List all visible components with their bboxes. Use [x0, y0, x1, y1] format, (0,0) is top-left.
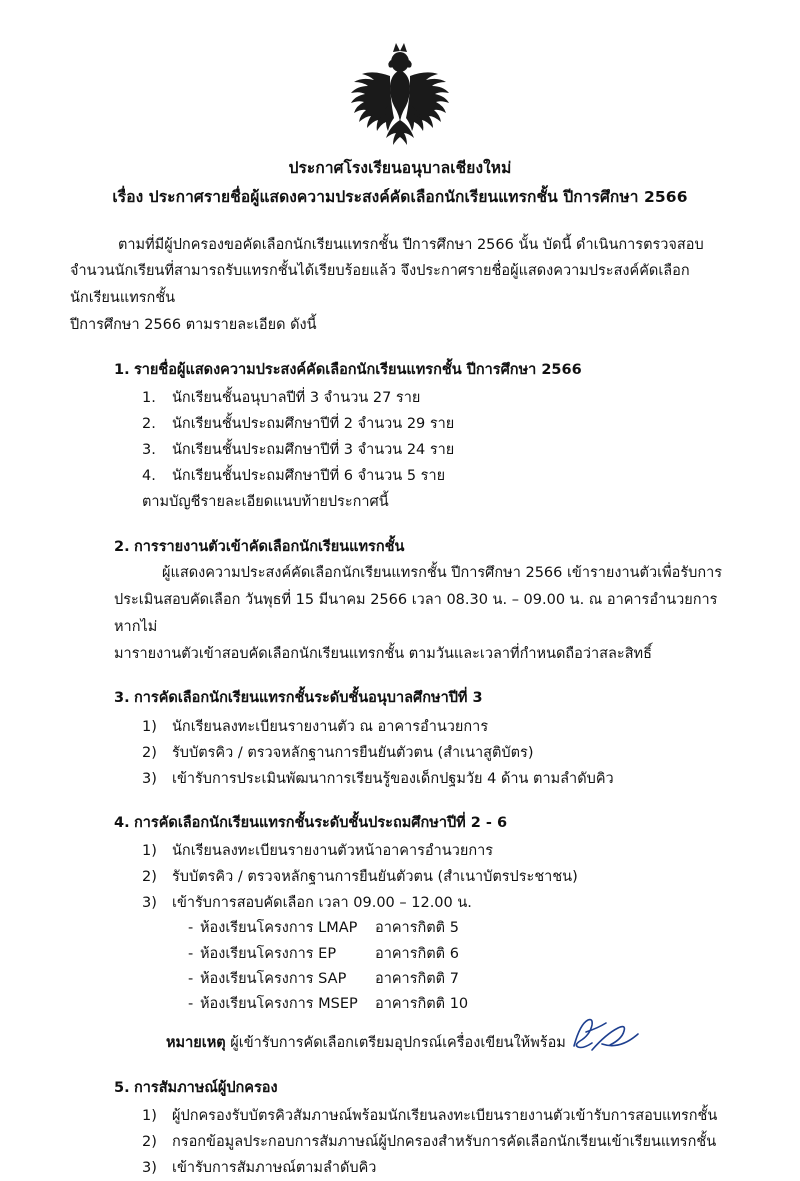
room-place: อาคารกิตติ 7	[375, 970, 459, 987]
list-item	[142, 411, 730, 437]
room-name: ห้องเรียนโครงการ LMAP	[200, 920, 358, 937]
section-5-heading	[114, 1075, 730, 1101]
list-item-marker: 2)	[142, 869, 157, 886]
room-name: ห้องเรียนโครงการ MSEP	[200, 996, 358, 1013]
list-item-text: นักเรียนชั้นประถมศึกษาปีที่ 6 จำนวน 5 ราย	[172, 468, 446, 485]
list-item-marker: 1)	[142, 1107, 157, 1124]
remark-text: ผู้เข้ารับการคัดเลือกเตรียมอุปกรณ์เครื่องเขียนให้พร้อม	[230, 1034, 566, 1051]
list-item-text: นักเรียนลงทะเบียนรายงานตัว ณ อาคารอำนวยการ	[172, 718, 489, 735]
section-2-number: 2.	[114, 539, 130, 556]
intro-paragraph	[70, 232, 730, 339]
section-5-items	[70, 1103, 730, 1181]
list-item	[188, 942, 730, 967]
section-1-number: 1.	[114, 361, 130, 378]
section-1-heading	[114, 357, 730, 383]
list-item-marker: 4.	[142, 468, 156, 485]
list-item	[142, 1103, 730, 1129]
list-item	[142, 437, 730, 463]
section-3-number: 3.	[114, 690, 130, 707]
section-1-title: รายชื่อผู้แสดงความประสงค์คัดเลือกนักเรียนแทรกชั้น ปีการศึกษา 2566	[134, 361, 582, 378]
intro-line-1: ตามที่มีผู้ปกครองขอคัดเลือกนักเรียนแทรกชั้น ปีการศึกษา 2566 นั้น บัดนี้ ดำเนินการตรวจสอบ	[118, 236, 704, 253]
list-item-marker: 3)	[142, 1159, 157, 1176]
remark-label: หมายเหตุ	[166, 1034, 226, 1051]
list-item-marker: 2)	[142, 1133, 157, 1150]
page-subtitle: เรื่อง ประกาศรายชื่อผู้แสดงความประสงค์คัดเลือกนักเรียนแทรกชั้น ปีการศึกษา 2566	[112, 187, 688, 206]
list-item	[188, 916, 730, 941]
section-4-items	[70, 838, 730, 916]
section-3-title: การคัดเลือกนักเรียนแทรกชั้นระดับชั้นอนุบาลศึกษาปีที่ 3	[134, 690, 483, 707]
section-1-items	[70, 385, 730, 489]
section-2-line-3: มารายงานตัวเข้าสอบคัดเลือกนักเรียนแทรกชั้น ตามวันและเวลาที่กำหนดถือว่าสละสิทธิ์	[114, 645, 652, 662]
section-2-line-1: ผู้แสดงความประสงค์คัดเลือกนักเรียนแทรกชั้น ปีการศึกษา 2566 เข้ารายงานตัวเพื่อรับการ	[162, 565, 723, 582]
section-2-title: การรายงานตัวเข้าคัดเลือกนักเรียนแทรกชั้น	[134, 539, 405, 556]
section-2-heading	[114, 534, 730, 560]
list-item	[142, 890, 730, 916]
section-1-footnote: ตามบัญชีรายละเอียดแนบท้ายประกาศนี้	[142, 494, 389, 511]
list-item-text: รับบัตรคิว / ตรวจหลักฐานการยืนยันตัวตน (สำเนาบัตรประชาชน)	[172, 869, 578, 886]
section-3-items	[70, 714, 730, 792]
section-3	[70, 685, 730, 791]
list-item	[142, 740, 730, 766]
list-item	[142, 714, 730, 740]
room-place: อาคารกิตติ 5	[375, 920, 459, 937]
section-2-line-2: ประเมินสอบคัดเลือก วันพุธที่ 15 มีนาคม 2566 เวลา 08.30 น. – 09.00 น. ณ อาคารอำนวยการหากไม่	[114, 592, 718, 635]
section-5	[70, 1075, 730, 1181]
list-item-text: นักเรียนชั้นอนุบาลปีที่ 3 จำนวน 27 ราย	[172, 389, 421, 406]
section-4-room-list	[70, 916, 730, 1018]
list-item	[188, 967, 730, 992]
section-4-heading	[114, 810, 730, 836]
list-item-text: เข้ารับการสัมภาษณ์ตามลำดับคิว	[172, 1159, 377, 1176]
list-item-text: นักเรียนลงทะเบียนรายงานตัวหน้าอาคารอำนวยการ	[172, 842, 494, 859]
list-item	[142, 463, 730, 489]
list-item-marker: 2)	[142, 744, 157, 761]
room-place: อาคารกิตติ 6	[375, 945, 459, 962]
list-item-text: นักเรียนชั้นประถมศึกษาปีที่ 3 จำนวน 24 ราย	[172, 442, 455, 459]
list-item-text: รับบัตรคิว / ตรวจหลักฐานการยืนยันตัวตน (สำเนาสูติบัตร)	[172, 744, 534, 761]
list-item	[142, 864, 730, 890]
list-item-text: กรอกข้อมูลประกอบการสัมภาษณ์ผู้ปกครองสำหรับการคัดเลือกนักเรียนเข้าเรียนแทรกชั้น	[172, 1133, 717, 1150]
room-name: ห้องเรียนโครงการ SAP	[200, 970, 347, 987]
list-item-marker: 2.	[142, 416, 156, 433]
list-item-marker: 3)	[142, 895, 157, 912]
list-item	[142, 385, 730, 411]
list-item-marker: 3)	[142, 770, 157, 787]
dash-marker: -	[188, 996, 194, 1013]
list-item-text: นักเรียนชั้นประถมศึกษาปีที่ 2 จำนวน 29 ราย	[172, 416, 455, 433]
section-3-heading	[114, 685, 730, 711]
list-item-text: ผู้ปกครองรับบัตรคิวสัมภาษณ์พร้อมนักเรียนลงทะเบียนรายงานตัวเข้ารับการสอบแทรกชั้น	[172, 1107, 718, 1124]
page-title: ประกาศโรงเรียนอนุบาลเชียงใหม่	[288, 159, 512, 177]
dash-marker: -	[188, 920, 194, 937]
list-item	[142, 838, 730, 864]
list-item	[142, 1129, 730, 1155]
intro-line-2: จำนวนนักเรียนที่สามารถรับแทรกชั้นได้เรียบร้อยแล้ว จึงประกาศรายชื่อผู้แสดงความประสงค์คัดเลือกนักเรียนแทรกชั้น	[70, 263, 690, 307]
section-4-title: การคัดเลือกนักเรียนแทรกชั้นระดับชั้นประถมศึกษาปีที่ 2 - 6	[134, 814, 508, 831]
list-item-marker: 1.	[142, 389, 156, 406]
list-item	[142, 1155, 730, 1181]
section-2-paragraph	[114, 560, 730, 667]
list-item-text: เข้ารับการประเมินพัฒนาการเรียนรู้ของเด็กปฐมวัย 4 ด้าน ตามลำดับคิว	[172, 770, 614, 787]
section-5-title: การสัมภาษณ์ผู้ปกครอง	[134, 1079, 278, 1096]
dash-marker: -	[188, 945, 194, 962]
intro-line-3: ปีการศึกษา 2566 ตามรายละเอียด ดังนี้	[70, 317, 317, 334]
room-name: ห้องเรียนโครงการ EP	[200, 945, 337, 962]
list-item-marker: 1)	[142, 842, 157, 859]
section-5-number: 5.	[114, 1079, 130, 1096]
section-4-number: 4.	[114, 814, 130, 831]
list-item-marker: 3.	[142, 442, 156, 459]
dash-marker: -	[188, 970, 194, 987]
handwritten-signature	[562, 1012, 652, 1060]
list-item-marker: 1)	[142, 718, 157, 735]
section-2	[70, 534, 730, 667]
room-place: อาคารกิตติ 10	[375, 996, 469, 1013]
garuda-emblem	[70, 40, 730, 148]
list-item	[142, 766, 730, 792]
section-1	[70, 357, 730, 516]
list-item-text: เข้ารับการสอบคัดเลือก เวลา 09.00 – 12.00 น.	[172, 895, 472, 912]
